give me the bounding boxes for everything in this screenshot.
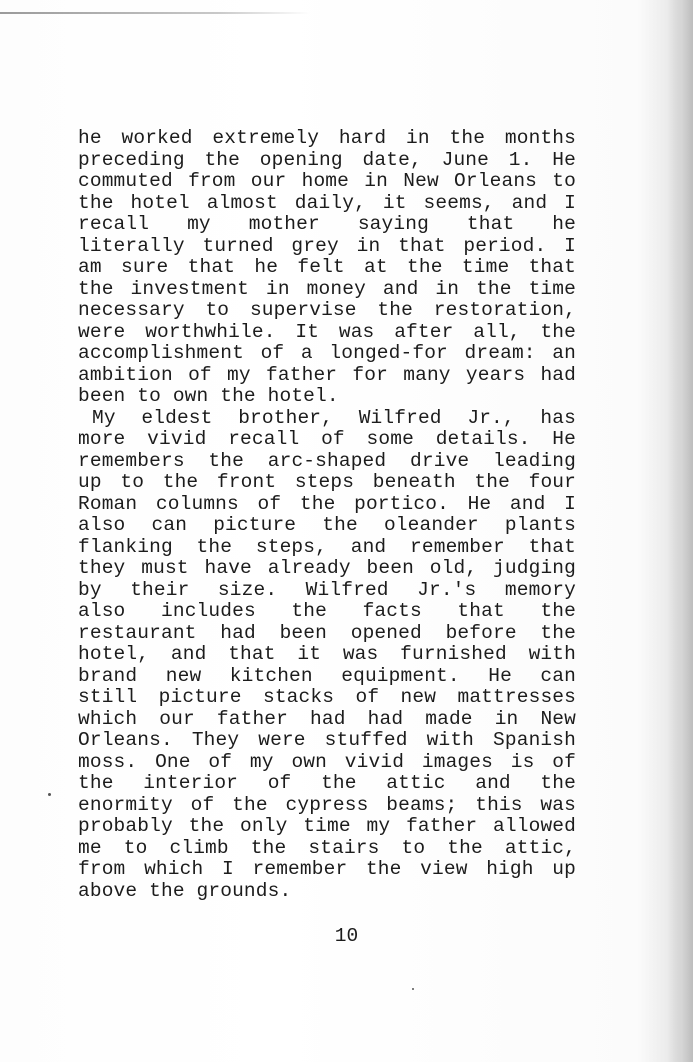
- top-edge-rule: [0, 12, 310, 14]
- text-line: enormity of the cypress beams; this was: [78, 793, 576, 816]
- text-line: more vivid recall of some details. He: [78, 428, 576, 450]
- text-line: accomplishment of a longed-for dream: an: [78, 342, 576, 364]
- body-text: [78, 128, 576, 902]
- text-line: am sure that he felt at the time that: [78, 256, 576, 278]
- text-line: they must have already been old, judging: [78, 557, 576, 579]
- text-line: still picture stacks of new mattresses: [78, 686, 576, 708]
- text-line: also includes the facts that the: [78, 600, 576, 622]
- text-line: brand new kitchen equipment. He can: [78, 664, 576, 687]
- text-line: also can picture the oleander plants: [78, 514, 576, 536]
- text-line: ambition of my father for many years had: [78, 363, 576, 386]
- paragraph-end-line: been to own the hotel.: [78, 385, 339, 407]
- text-line: necessary to supervise the restoration,: [78, 299, 576, 321]
- text-line: preceding the opening date, June 1. He: [78, 148, 576, 171]
- text-line: remembers the arc-shaped drive leading: [78, 449, 576, 472]
- text-line: commuted from our home in New Orleans to: [78, 170, 576, 192]
- paragraph-end-line: above the grounds.: [78, 879, 292, 902]
- text-line: hotel, and that it was furnished with: [78, 643, 576, 665]
- right-page-edge-shadow: [667, 0, 693, 1062]
- text-line: probably the only time my father allowed: [78, 815, 576, 837]
- text-line: flanking the steps, and remember that: [78, 535, 576, 558]
- text-line: the interior of the attic and the: [78, 772, 576, 794]
- text-line: the investment in money and in the time: [78, 277, 576, 300]
- text-line: Roman columns of the portico. He and I: [78, 492, 576, 515]
- text-line: from which I remember the view high up: [78, 858, 576, 880]
- text-line: restaurant had been opened before the: [78, 621, 576, 644]
- scan-speck: [48, 793, 51, 796]
- text-line: the hotel almost daily, it seems, and I: [78, 191, 576, 214]
- paragraph-start-line: My eldest brother, Wilfred Jr., has: [92, 406, 576, 429]
- text-line: he worked extremely hard in the months: [78, 127, 576, 149]
- text-line: by their size. Wilfred Jr.'s memory: [78, 578, 576, 601]
- text-line: literally turned grey in that period. I: [78, 234, 576, 257]
- scan-speck: [412, 988, 414, 990]
- text-line: moss. One of my own vivid images is of: [78, 750, 576, 773]
- page-number: 10: [334, 925, 359, 947]
- text-line: Orleans. They were stuffed with Spanish: [78, 729, 576, 751]
- text-line: were worthwhile. It was after all, the: [78, 320, 576, 343]
- text-line: recall my mother saying that he: [78, 213, 576, 235]
- text-line: which our father had had made in New: [78, 707, 576, 730]
- text-line: up to the front steps beneath the four: [78, 471, 576, 493]
- text-line: me to climb the stairs to the attic,: [78, 836, 576, 859]
